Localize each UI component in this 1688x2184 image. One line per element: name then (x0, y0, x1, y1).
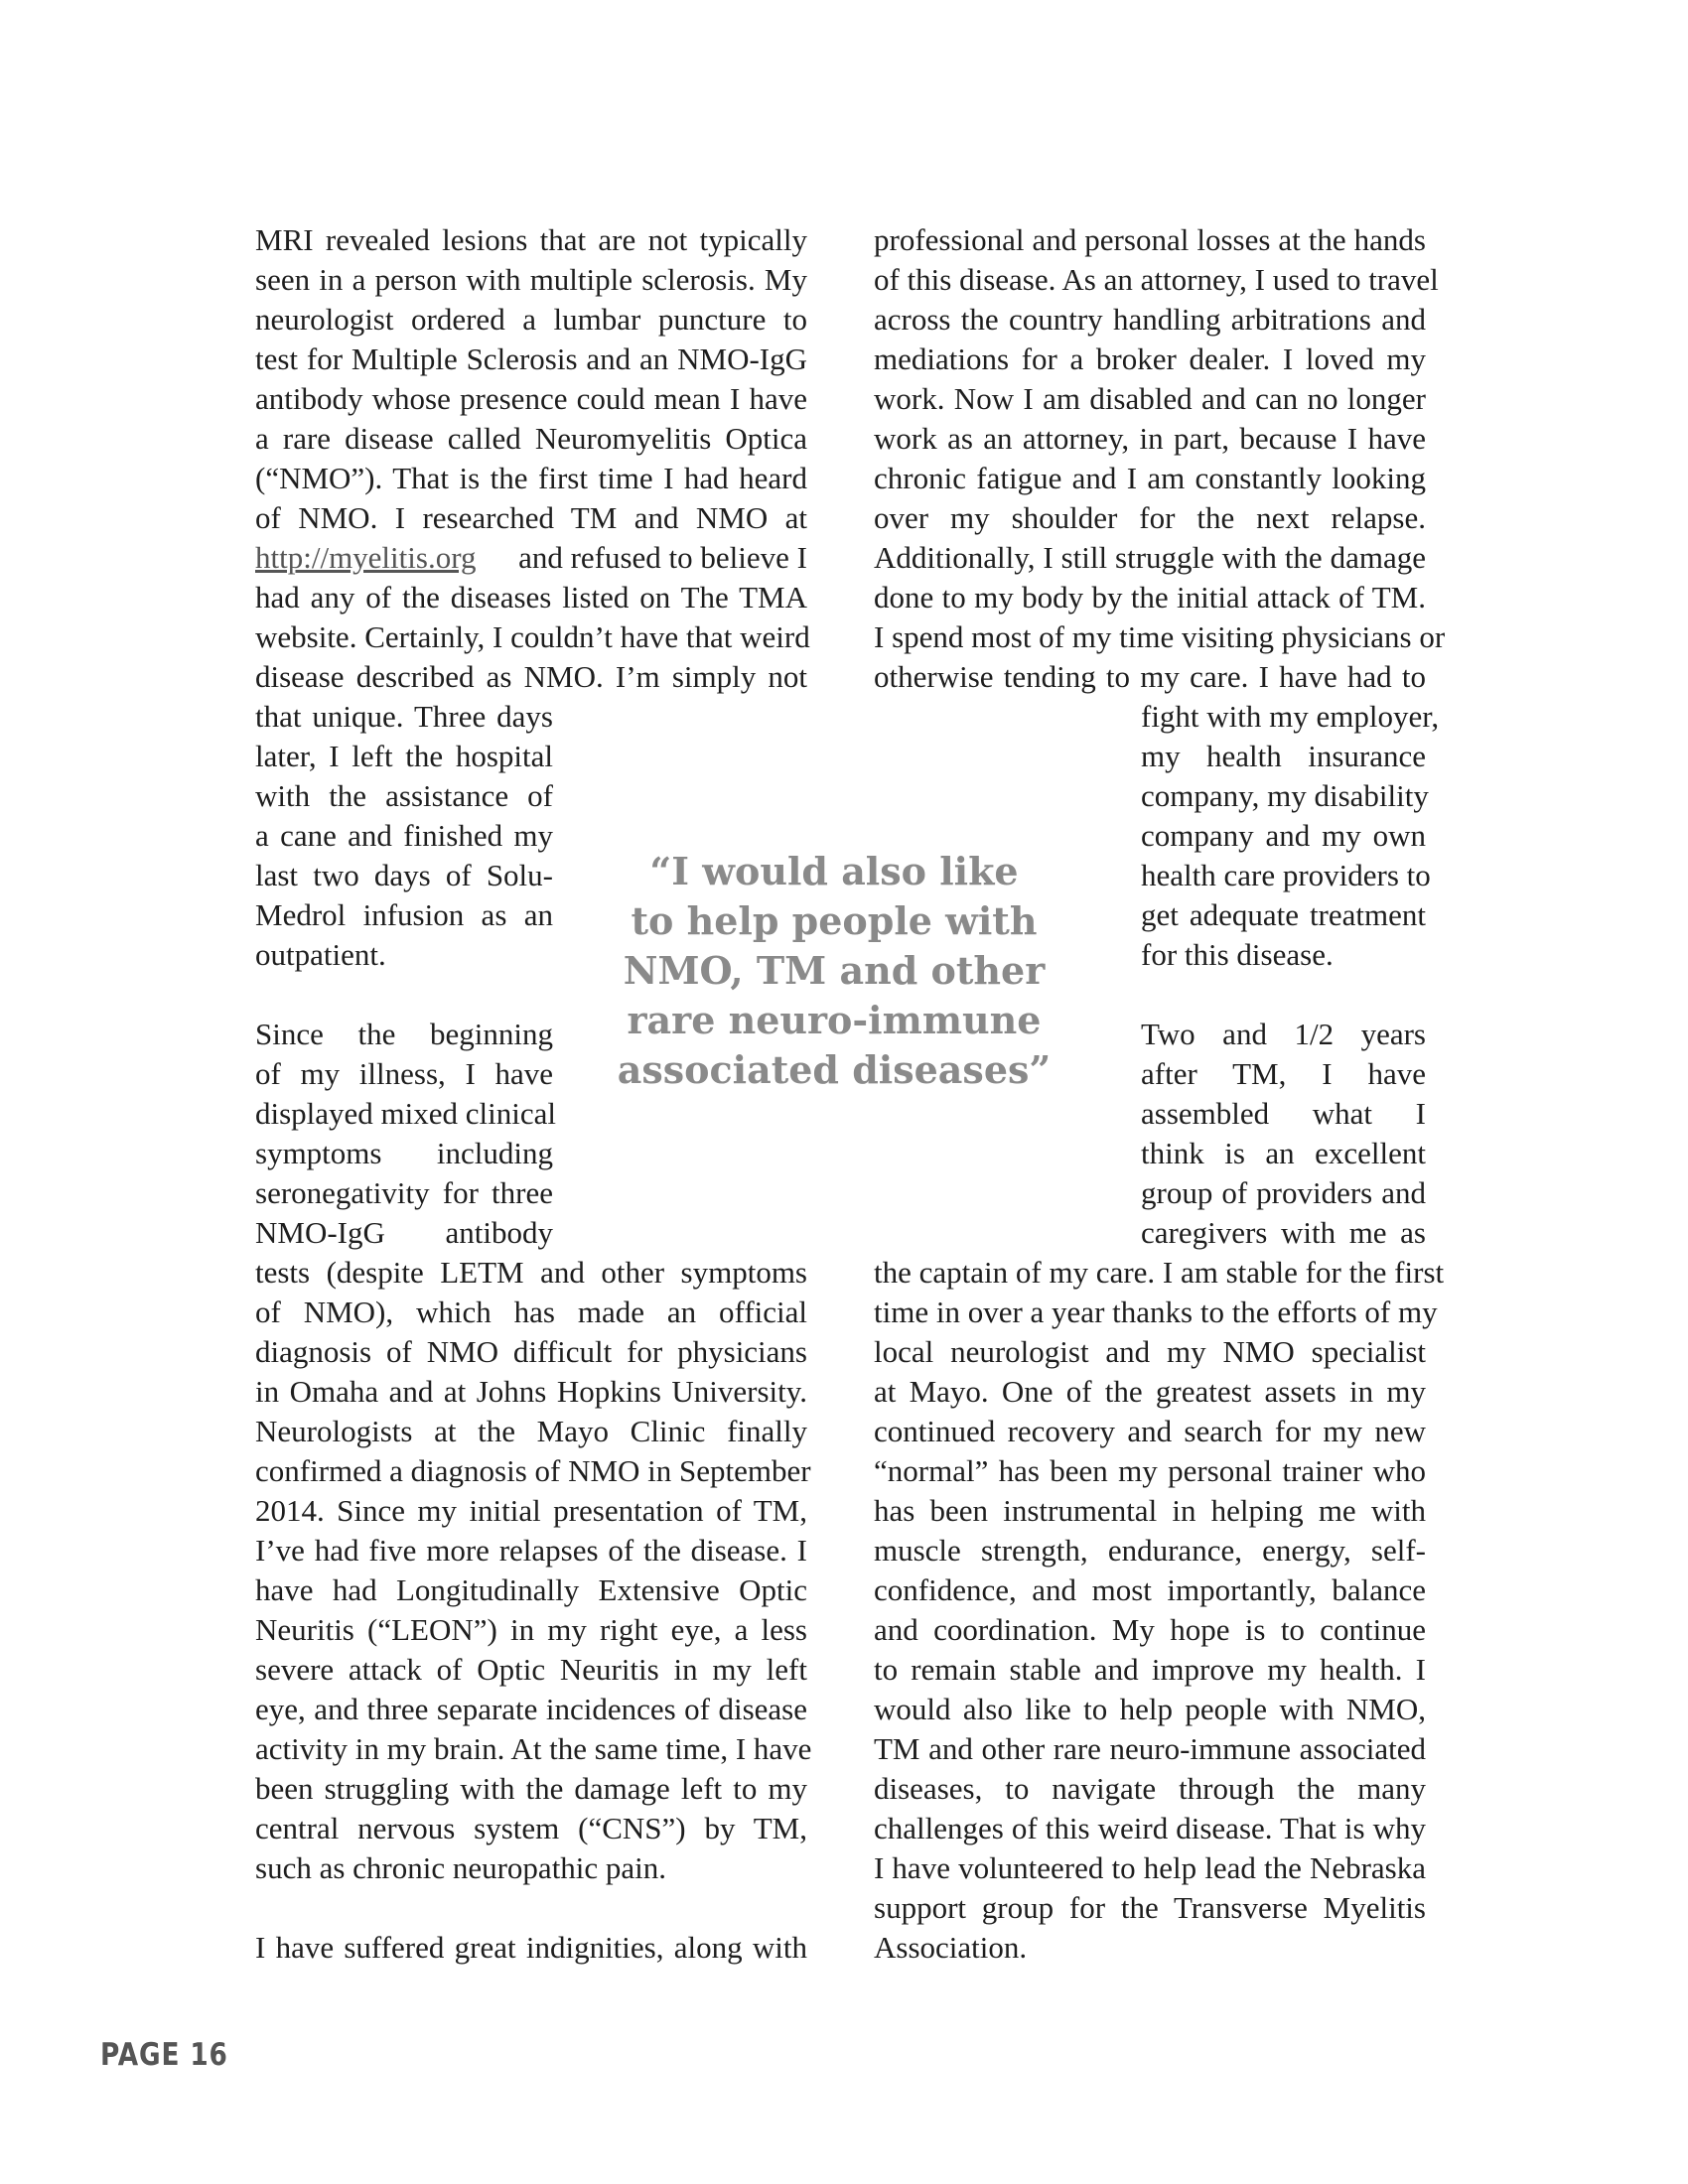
text-line: outpatient. (255, 937, 386, 972)
text-line: confidence, and most importantly, balance (874, 1572, 1426, 1607)
text-line: eye, and three separate incidences of disease (255, 1692, 807, 1726)
text-line: a cane and finished my (255, 818, 553, 853)
text-line: (“NMO”). That is the first time I had heard (255, 461, 807, 495)
text-line: website. Certainly, I couldn’t have that weird (255, 619, 810, 654)
text-line: think is an excellent (1141, 1136, 1426, 1170)
text-line: “normal” has been my personal trainer who (874, 1453, 1426, 1488)
text-line: mediations for a broker dealer. I loved my (874, 341, 1426, 376)
text-line: I have suffered great indignities, along with (255, 1930, 807, 1965)
text-line: work as an attorney, in part, because I have (874, 421, 1426, 456)
text-fragment: and refused to believe I (518, 540, 807, 575)
text-line: my health insurance (1141, 739, 1426, 773)
text-line: chronic fatigue and I am constantly looking (874, 461, 1426, 495)
text-line: continued recovery and search for my new (874, 1414, 1426, 1448)
text-line: diagnosis of NMO difficult for physicians (255, 1334, 807, 1369)
text-line: has been instrumental in helping me with (874, 1493, 1426, 1528)
text-line: MRI revealed lesions that are not typically (255, 222, 807, 257)
text-line: of this disease. As an attorney, I used to travel (874, 262, 1439, 297)
text-line: get adequate treatment (1141, 897, 1426, 932)
text-line: test for Multiple Sclerosis and an NMO-IgG (255, 341, 807, 376)
text-line: assembled what I (1141, 1096, 1426, 1131)
text-line: seen in a person with multiple sclerosis. My (255, 262, 807, 297)
text-line: central nervous system (“CNS”) by TM, (255, 1811, 807, 1845)
text-line: I have volunteered to help lead the Nebraska (874, 1850, 1426, 1885)
text-line: disease described as NMO. I’m simply not (255, 659, 807, 694)
text-line: done to my body by the initial attack of TM. (874, 580, 1426, 614)
text-line: for this disease. (1141, 937, 1334, 972)
text-line: tests (despite LETM and other symptoms (255, 1255, 807, 1290)
text-line: TM and other rare neuro-immune associated (874, 1731, 1426, 1766)
page-number: PAGE 16 (100, 2037, 228, 2073)
text-line: symptoms including (255, 1136, 553, 1170)
text-line: have had Longitudinally Extensive Optic (255, 1572, 807, 1607)
text-line: otherwise tending to my care. I have had to (874, 659, 1426, 694)
pull-quote-line: “I would also like (649, 849, 1019, 893)
text-line: Two and 1/2 years (1141, 1017, 1426, 1051)
text-line: 2014. Since my initial presentation of TM, (255, 1493, 807, 1528)
text-line: fight with my employer, (1141, 699, 1440, 734)
text-line: NMO-IgG antibody (255, 1215, 553, 1250)
text-line: of NMO. I researched TM and NMO at (255, 500, 807, 535)
pull-quote-line: to help people with (631, 898, 1038, 943)
text-line: local neurologist and my NMO specialist (874, 1334, 1426, 1369)
text-line: I’ve had five more relapses of the disease. I (255, 1533, 807, 1568)
text-line: professional and personal losses at the hands (874, 222, 1426, 257)
text-line: to remain stable and improve my health. I (874, 1652, 1426, 1687)
text-line: caregivers with me as (1141, 1215, 1426, 1250)
text-line: seronegativity for three (255, 1175, 553, 1210)
text-line: Since the beginning (255, 1017, 553, 1051)
text-line: last two days of Solu- (255, 858, 553, 892)
text-line (255, 538, 807, 578)
text-line: a rare disease called Neuromyelitis Optica (255, 421, 807, 456)
text-line: activity in my brain. At the same time, I have (255, 1731, 812, 1766)
text-line: Neuritis (“LEON”) in my right eye, a less (255, 1612, 807, 1647)
text-line: after TM, I have (1141, 1056, 1426, 1091)
text-line: time in over a year thanks to the efforts of my (874, 1295, 1438, 1329)
text-line: and coordination. My hope is to continue (874, 1612, 1426, 1647)
text-line: later, I left the hospital (255, 739, 553, 773)
text-line: group of providers and (1141, 1175, 1426, 1210)
text-line: antibody whose presence could mean I have (255, 381, 807, 416)
text-line: that unique. Three days (255, 699, 553, 734)
text-line: in Omaha and at Johns Hopkins University. (255, 1374, 807, 1409)
text-line: the captain of my care. I am stable for the first (874, 1255, 1445, 1290)
pull-quote-line: associated diseases” (617, 1047, 1052, 1092)
text-line: Additionally, I still struggle with the damage (874, 540, 1426, 575)
text-line: health care providers to (1141, 858, 1431, 892)
text-line: of my illness, I have (255, 1056, 553, 1091)
text-line: such as chronic neuropathic pain. (255, 1850, 667, 1885)
text-line: of NMO), which has made an official (255, 1295, 807, 1329)
text-line: displayed mixed clinical (255, 1096, 557, 1131)
pull-quote-line: rare neuro-immune (627, 998, 1042, 1042)
text-line: I spend most of my time visiting physicians or (874, 619, 1446, 654)
text-line: support group for the Transverse Myelitis (874, 1890, 1426, 1925)
text-line: been struggling with the damage left to my (255, 1771, 807, 1806)
text-line: work. Now I am disabled and can no longer (874, 381, 1426, 416)
text-line: challenges of this weird disease. That is why (874, 1811, 1426, 1845)
text-line: neurologist ordered a lumbar puncture to (255, 302, 807, 337)
text-line: company and my own (1141, 818, 1426, 853)
text-line: at Mayo. One of the greatest assets in my (874, 1374, 1426, 1409)
text-line: had any of the diseases listed on The TMA (255, 580, 807, 614)
text-line: with the assistance of (255, 778, 553, 813)
text-line: muscle strength, endurance, energy, self- (874, 1533, 1426, 1568)
myelitis-link[interactable]: http://myelitis.org (255, 540, 477, 575)
text-line: company, my disability (1141, 778, 1429, 813)
text-line: Neurologists at the Mayo Clinic finally (255, 1414, 807, 1448)
text-line: over my shoulder for the next relapse. (874, 500, 1426, 535)
text-line: would also like to help people with NMO, (874, 1692, 1426, 1726)
text-line: diseases, to navigate through the many (874, 1771, 1426, 1806)
text-line: Association. (874, 1930, 1028, 1965)
text-line: Medrol infusion as an (255, 897, 553, 932)
text-line: severe attack of Optic Neuritis in my left (255, 1652, 807, 1687)
text-line: confirmed a diagnosis of NMO in September (255, 1453, 811, 1488)
text-line: across the country handling arbitrations and (874, 302, 1426, 337)
pull-quote-line: NMO, TM and other (623, 948, 1046, 993)
